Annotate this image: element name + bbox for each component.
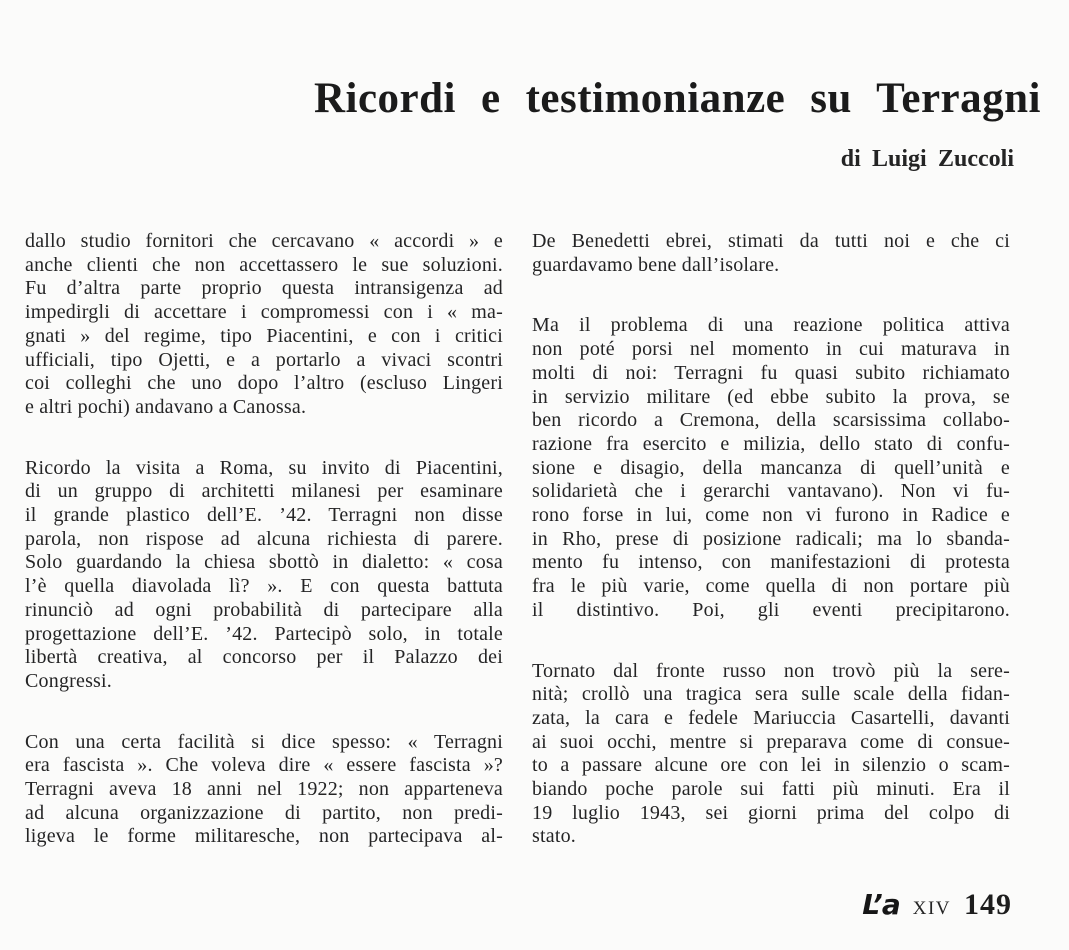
text-line: molti di noi: Terragni fu quasi subito richiamato	[532, 361, 1010, 384]
text-line: Solo guardando la chiesa sbottò in dialetto: « cosa	[25, 551, 503, 574]
paragraph	[25, 457, 503, 694]
text-line: di un gruppo di architetti milanesi per esaminare	[25, 480, 503, 503]
text-line: libertà creativa, al concorso per il Palazzo dei	[25, 646, 503, 669]
text-line: Congressi.	[25, 669, 112, 692]
text-line: progettazione dell’E. ’42. Partecipò solo, in totale	[25, 622, 503, 645]
article-byline: di Luigi Zuccoli	[840, 146, 1014, 172]
text-line: gnati » del regime, tipo Piacentini, e con i critici	[25, 324, 503, 347]
text-line: Ma il problema di una reazione politica attiva	[532, 314, 1010, 337]
text-line: ben ricordo a Cremona, della scarsissima collabo-	[532, 409, 1010, 432]
right-column	[532, 230, 1010, 849]
text-line: impedirgli di accettare i compromessi con i « ma-	[25, 301, 503, 324]
text-line: anche clienti che non accettassero le sue soluzioni.	[25, 253, 503, 276]
article-body	[25, 230, 1010, 849]
text-line: Ricordo la visita a Roma, su invito di Piacentini,	[25, 456, 503, 479]
text-line: rinunciò ad ogni probabilità di partecipare alla	[25, 598, 503, 621]
text-line: Con una certa facilità si dice spesso: « Terragni	[25, 730, 503, 753]
text-line: dallo studio fornitori che cercavano « accordi » e	[25, 230, 503, 252]
text-line: nità; crollò una tragica sera sulle scale della fidan-	[532, 683, 1010, 706]
article-title: Ricordi e testimonianze su Terragni	[313, 75, 1041, 122]
paragraph	[532, 660, 1010, 850]
text-line: zata, la cara e fedele Mariuccia Casartelli, davanti	[532, 706, 1010, 729]
text-line: Fu d’altra parte proprio questa intransigenza ad	[25, 277, 503, 300]
page-footer	[0, 888, 1012, 922]
text-line: ad alcuna organizzazione di partito, non predi-	[25, 801, 503, 824]
text-line: sione e disagio, della mancanza di quell’unità e	[532, 456, 1010, 479]
text-line: coi colleghi che uno dopo l’altro (escluso Lingeri	[25, 372, 503, 395]
text-line: e altri pochi) andavano a Canossa.	[25, 395, 307, 418]
text-line: era fascista ». Che voleva dire « essere fascista »?	[25, 754, 503, 777]
text-line: De Benedetti ebrei, stimati da tutti noi e che ci	[532, 230, 1010, 252]
text-line: biando poche parole sui fatti più minuti. Era il	[532, 778, 1010, 801]
text-line: to a passare alcune ore con lei in silenzio o scam-	[532, 754, 1010, 777]
text-line: rono forse in lui, come non vi furono in Radice e	[532, 504, 1010, 527]
text-line: solidarietà che i gerarchi vantavano). Non vi fu-	[532, 480, 1010, 503]
text-line: non poté porsi nel momento in cui maturava in	[532, 338, 1010, 361]
text-line: 19 luglio 1943, sei giorni prima del colpo di	[532, 801, 1010, 824]
text-line: mento fu intenso, con manifestazioni di protesta	[532, 551, 1010, 574]
paragraph	[532, 314, 1010, 622]
text-line: in servizio militare (ed ebbe subito la prova, se	[532, 385, 1010, 408]
text-line: il grande plastico dell’E. ’42. Terragni non disse	[25, 504, 503, 527]
text-line: parola, non rispose ad alcuna richiesta di parere.	[25, 527, 503, 550]
text-line: guardavamo bene dall’isolare.	[532, 253, 780, 276]
volume-numeral: XIV	[912, 898, 951, 919]
text-line: l’è quella diavolada lì? ». E con questa battuta	[25, 575, 503, 598]
text-line: in Rho, prese di posizione radicali; ma lo sbanda-	[532, 527, 1010, 550]
text-line: ai suoi occhi, mentre si preparava come di consue-	[532, 730, 1010, 753]
text-line: ufficiali, tipo Ojetti, e a portarlo a vivaci scontri	[25, 348, 503, 371]
paragraph	[532, 230, 1010, 277]
text-line: il distintivo. Poi, gli eventi precipitarono.	[532, 598, 1010, 621]
text-line: stato.	[532, 825, 576, 848]
text-line: razione fra esercito e milizia, dello stato di confu-	[532, 432, 1010, 455]
text-line: Terragni aveva 18 anni nel 1922; non apparteneva	[25, 778, 503, 801]
paragraph	[25, 731, 503, 850]
paragraph	[25, 230, 503, 420]
text-line: fra le più varie, come quella di non portare più	[532, 575, 1010, 598]
page-number: 149	[964, 888, 1012, 921]
text-line: ligeva le forme militaresche, non partecipava al-	[25, 825, 503, 848]
journal-logo: L’a	[862, 888, 900, 921]
left-column	[25, 230, 503, 849]
text-line: Tornato dal fronte russo non trovò più la sere-	[532, 659, 1010, 682]
